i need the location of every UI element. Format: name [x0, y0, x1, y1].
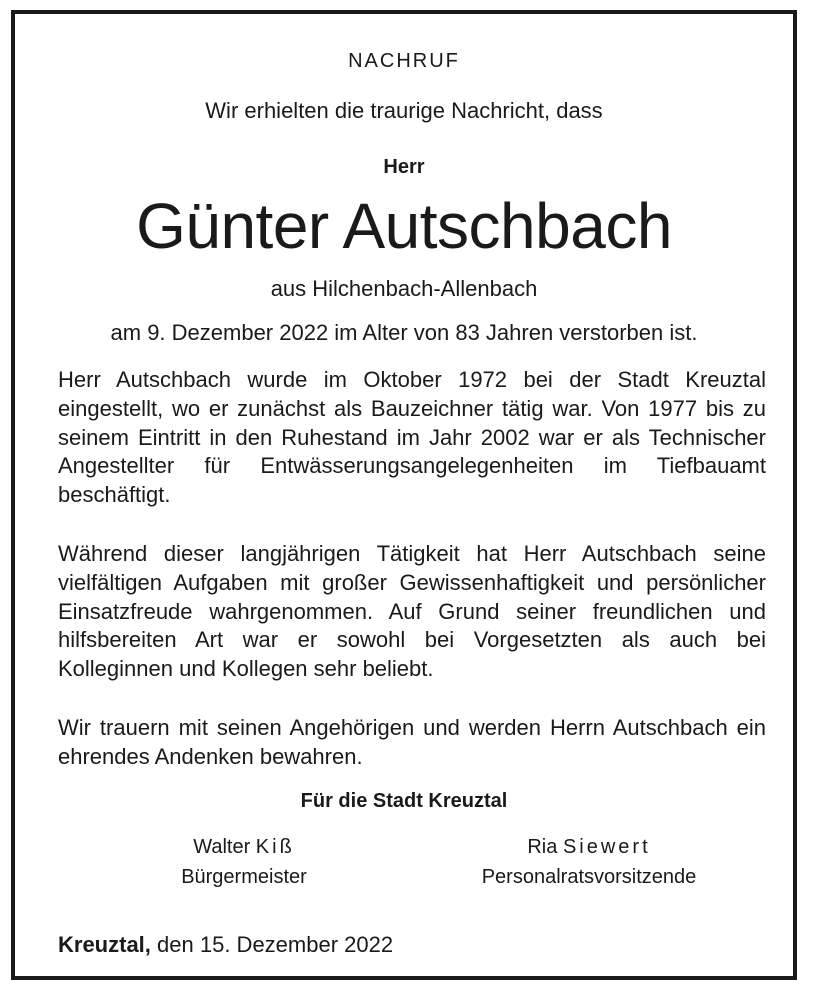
signatory-last-name: Kiß: [255, 836, 295, 858]
paragraph-mourning: Wir trauern mit seinen Angehörigen und werden Herrn Autschbach ein ehrendes Andenken bewahren.: [58, 715, 766, 769]
paragraph-tribute: Während dieser langjährigen Tätigkeit hat Herr Autschbach seine vielfältigen Aufgaben mit großer Gewissenhaftigkeit und persönlicher Einsatzfreude wahrgenommen. Auf Grund seiner freundlichen und hilfsbereiten Art war er sowohl bei Vorgesetzten als auch bei Kolleginnen und Kollegen sehr beliebt.: [58, 541, 766, 682]
deceased-name: Günter Autschbach: [136, 190, 672, 262]
signatory-name-council: [454, 836, 724, 859]
signatory-first-name: Ria: [527, 836, 558, 858]
signatory-name-mayor: [164, 836, 324, 859]
salutation: Herr: [383, 156, 425, 178]
signatory-last-name: Siewert: [562, 836, 651, 858]
closing-date: den 15. Dezember 2022: [157, 932, 394, 957]
signatory-role-council: Personalratsvorsitzende: [481, 866, 697, 888]
death-date-line: am 9. Dezember 2022 im Alter von 83 Jahren verstorben ist.: [110, 320, 698, 345]
paragraph-career: Herr Autschbach wurde im Oktober 1972 bei der Stadt Kreuztal eingestellt, wo er zunächst als Bauzeichner tätig war. Von 1977 bis zu seinem Eintritt in den Ruhestand im Jahr 2002 war er als Technischer Angestellter für Entwässerungsangelegenheiten im Tiefbauamt beschäftigt.: [58, 367, 766, 508]
closing-line: [58, 932, 393, 958]
intro-line: Wir erhielten die traurige Nachricht, dass: [205, 98, 603, 123]
closing-place: Kreuztal,: [58, 932, 151, 957]
organization-line: Für die Stadt Kreuztal: [300, 790, 508, 812]
signatory-role-mayor: Bürgermeister: [181, 866, 307, 888]
obituary-notice: [11, 10, 797, 980]
origin-line: aus Hilchenbach-Allenbach: [270, 276, 538, 301]
notice-heading: NACHRUF: [348, 50, 460, 72]
signatory-first-name: Walter: [193, 836, 251, 858]
